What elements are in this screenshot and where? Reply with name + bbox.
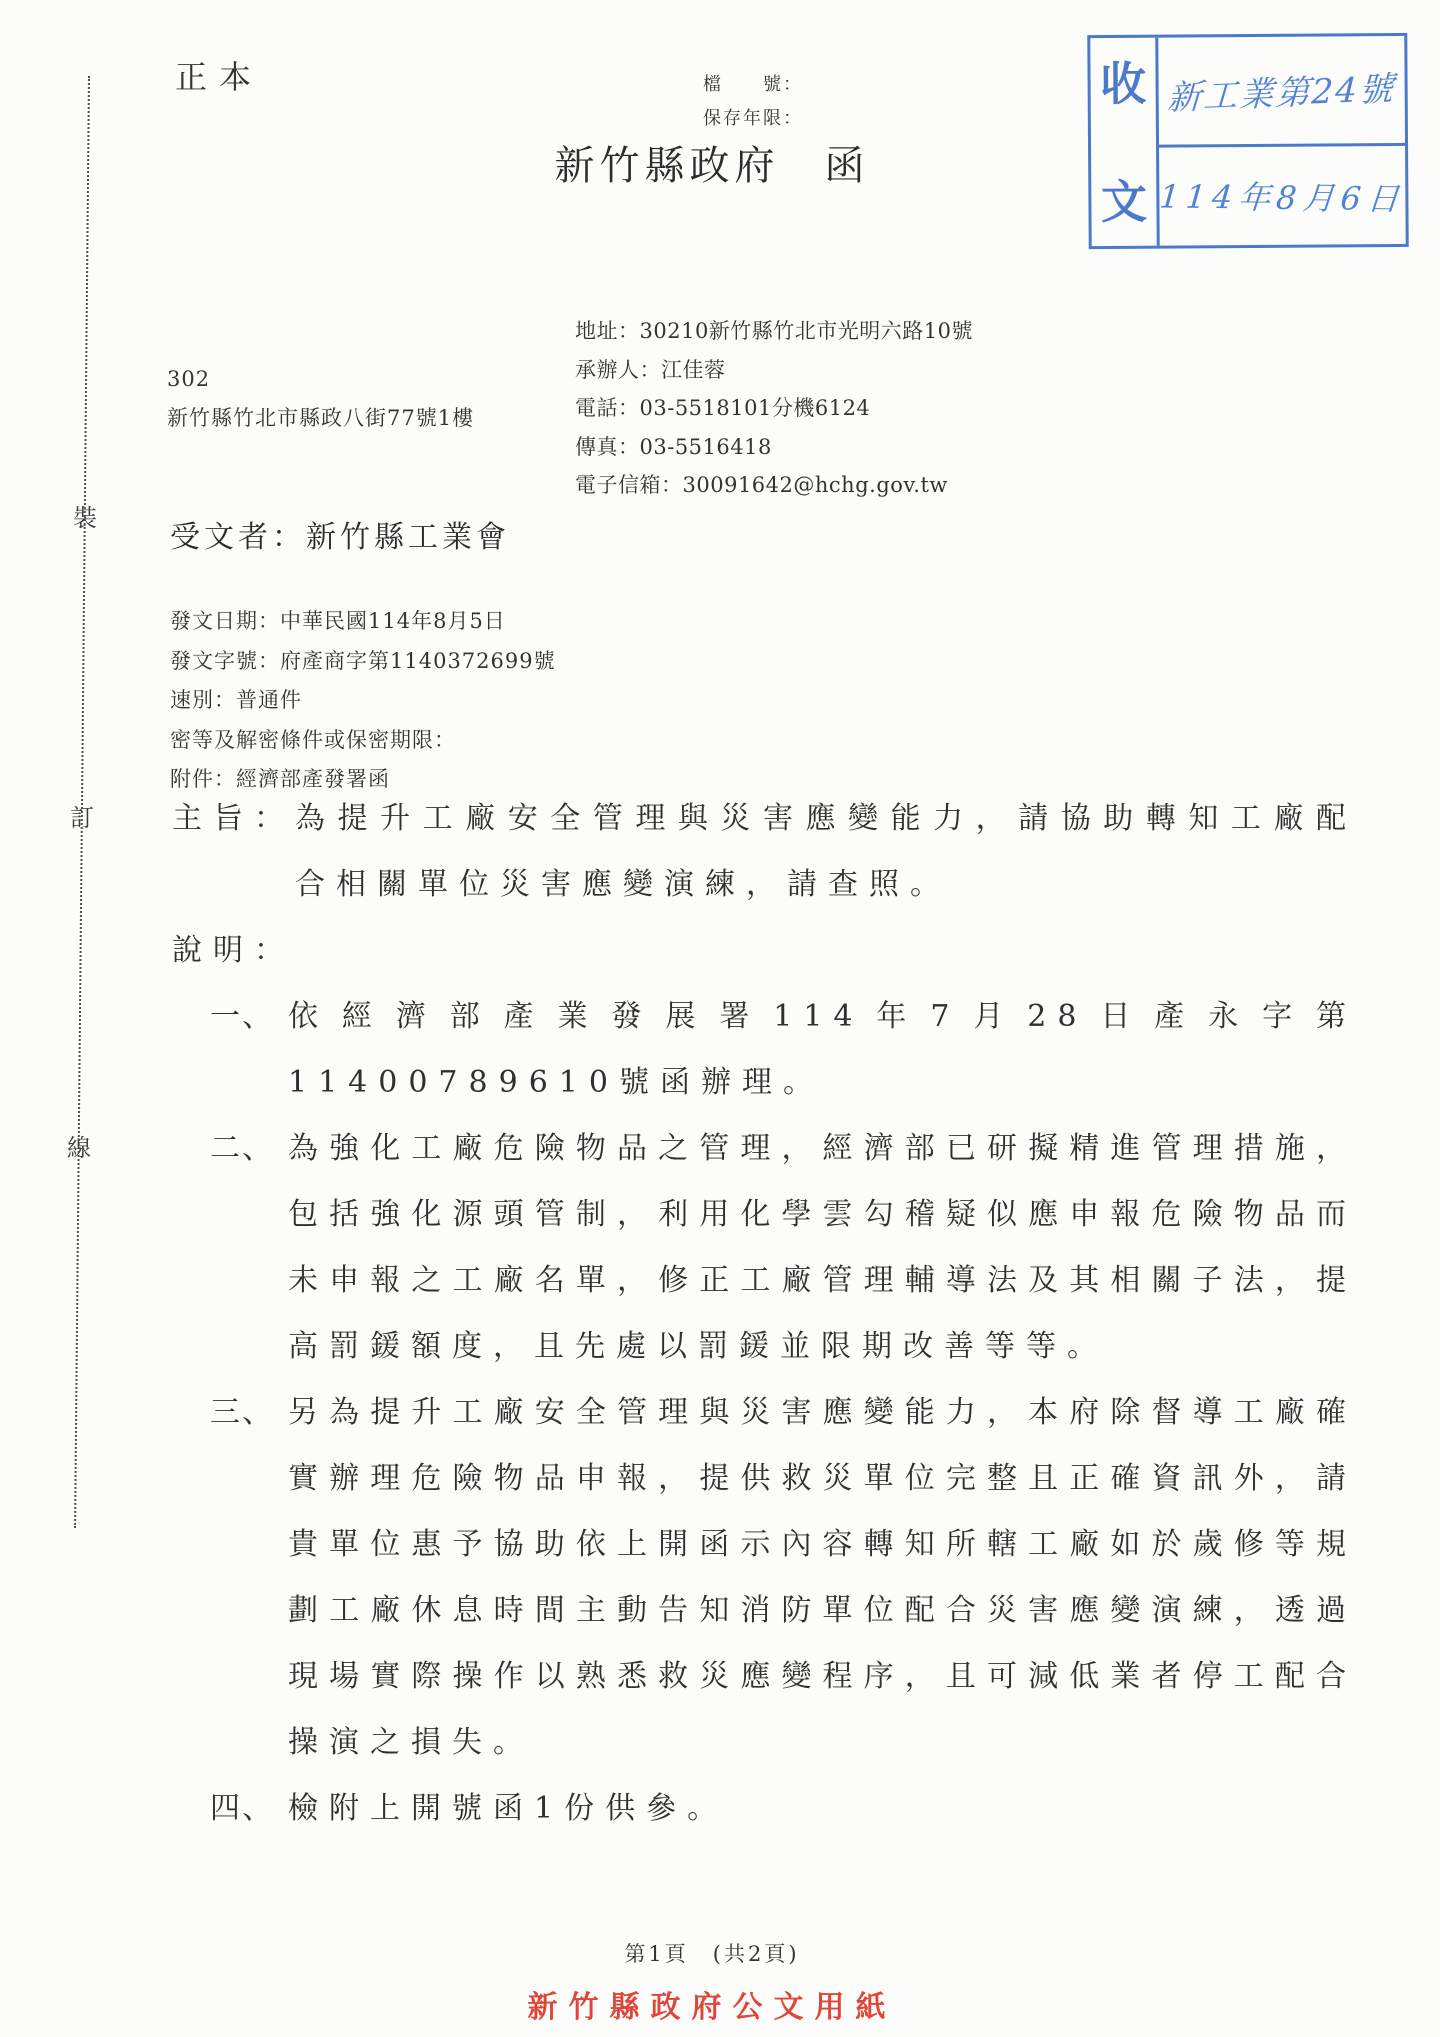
receive-stamp-right-column (1158, 36, 1405, 246)
explanation-item-3 (210, 1380, 1357, 1776)
receive-stamp (1087, 33, 1408, 249)
recipient-line: 受文者：新竹縣工業會 (170, 520, 510, 555)
official-paper-label: 新竹縣政府公文用紙 (527, 1990, 897, 2025)
copy-type-label: 正本 (175, 58, 264, 96)
document-meta-block (170, 602, 556, 800)
agency-fax: 傳真：03-5516418 (575, 434, 772, 459)
stamp-char-wen: 文 (1100, 174, 1148, 230)
explanation-label: 說明： (172, 933, 295, 968)
recipient-address-block (167, 360, 474, 438)
item-text: 為強化工廠危險物品之管理，經濟部已研擬精進管理措施，包括強化源頭管制，利用化學雲勾稽疑似應申報危險物品而未申報之工廠名單，修正工廠管理輔導法及其相關子法，提高罰鍰額度，且先處以罰鍰並限期改善等等。 (288, 1131, 1357, 1364)
meta-attachment: 附件：經濟部產發署函 (170, 767, 390, 791)
binding-char-zhuang: 裝 (73, 504, 97, 532)
explanation-item-1 (210, 984, 1357, 1116)
agency-email: 電子信箱：30091642@hchg.gov.tw (575, 473, 948, 497)
handwritten-receive-number: 新工業第24號 (1166, 69, 1397, 119)
item-number: 四、 (210, 1791, 274, 1826)
item-number: 二、 (210, 1131, 274, 1166)
recipient-zip: 302 (167, 367, 211, 391)
agency-address: 地址：30210新竹縣竹北市光明六路10號 (575, 319, 974, 343)
handwritten-receive-date: 114年8月6日 (1158, 177, 1407, 219)
file-number-label: 檔 號： (703, 74, 803, 95)
explanation-item-2 (210, 1116, 1357, 1380)
recipient-street: 新竹縣竹北市縣政八街77號1樓 (167, 406, 475, 430)
binding-char-xian: 線 (67, 1134, 91, 1162)
item-number: 一、 (210, 999, 274, 1034)
item-text: 依經濟部產業發展署114年7月28日產永字第11400789610號函辦理。 (288, 999, 1357, 1100)
retention-period-label: 保存年限： (703, 108, 803, 129)
receive-stamp-date-cell (1159, 146, 1405, 246)
stamp-char-shou: 收 (1100, 56, 1147, 112)
agency-phone: 電話：03-5518101分機6124 (575, 396, 871, 420)
document-title: 新竹縣政府 函 (554, 143, 870, 189)
explanation-item-4 (210, 1776, 1357, 1842)
letter-body (172, 786, 1357, 1842)
item-number: 三、 (210, 1395, 274, 1430)
agency-contact-person: 承辦人：江佳蓉 (575, 357, 726, 382)
file-number-block (703, 68, 803, 136)
meta-issue-number: 發文字號：府產商字第1140372699號 (170, 648, 556, 673)
subject-section (172, 786, 1357, 918)
subject-text: 為提升工廠安全管理與災害應變能力，請協助轉知工廠配合相關單位災害應變演練，請查照。 (295, 801, 1357, 902)
item-text: 檢附上開號函1份供參。 (288, 1791, 729, 1826)
receive-stamp-left-column (1090, 38, 1160, 246)
meta-security: 密等及解密條件或保密期限： (170, 727, 456, 752)
page-number: 第1頁 (共2頁) (624, 1942, 800, 1966)
meta-speed: 速別：普通件 (170, 688, 302, 712)
meta-issue-date: 發文日期：中華民國114年8月5日 (170, 609, 506, 633)
subject-label: 主旨： (172, 801, 295, 836)
receive-stamp-number-cell (1158, 36, 1405, 148)
item-text: 另為提升工廠安全管理與災害應變能力，本府除督導工廠確實辦理危險物品申報，提供救災單位完整且正確資訊外，請貴單位惠予協助依上開函示內容轉知所轄工廠如於歲修等規劃工廠休息時間主動告知消防單位配合災害應變演練，透過現場實際操作以熟悉救災應變程序，且可減低業者停工配合操演之損失。 (288, 1395, 1357, 1760)
binding-char-ding: 訂 (70, 804, 94, 832)
binding-dotted-line (74, 76, 90, 1528)
agency-contact-block (575, 312, 973, 505)
